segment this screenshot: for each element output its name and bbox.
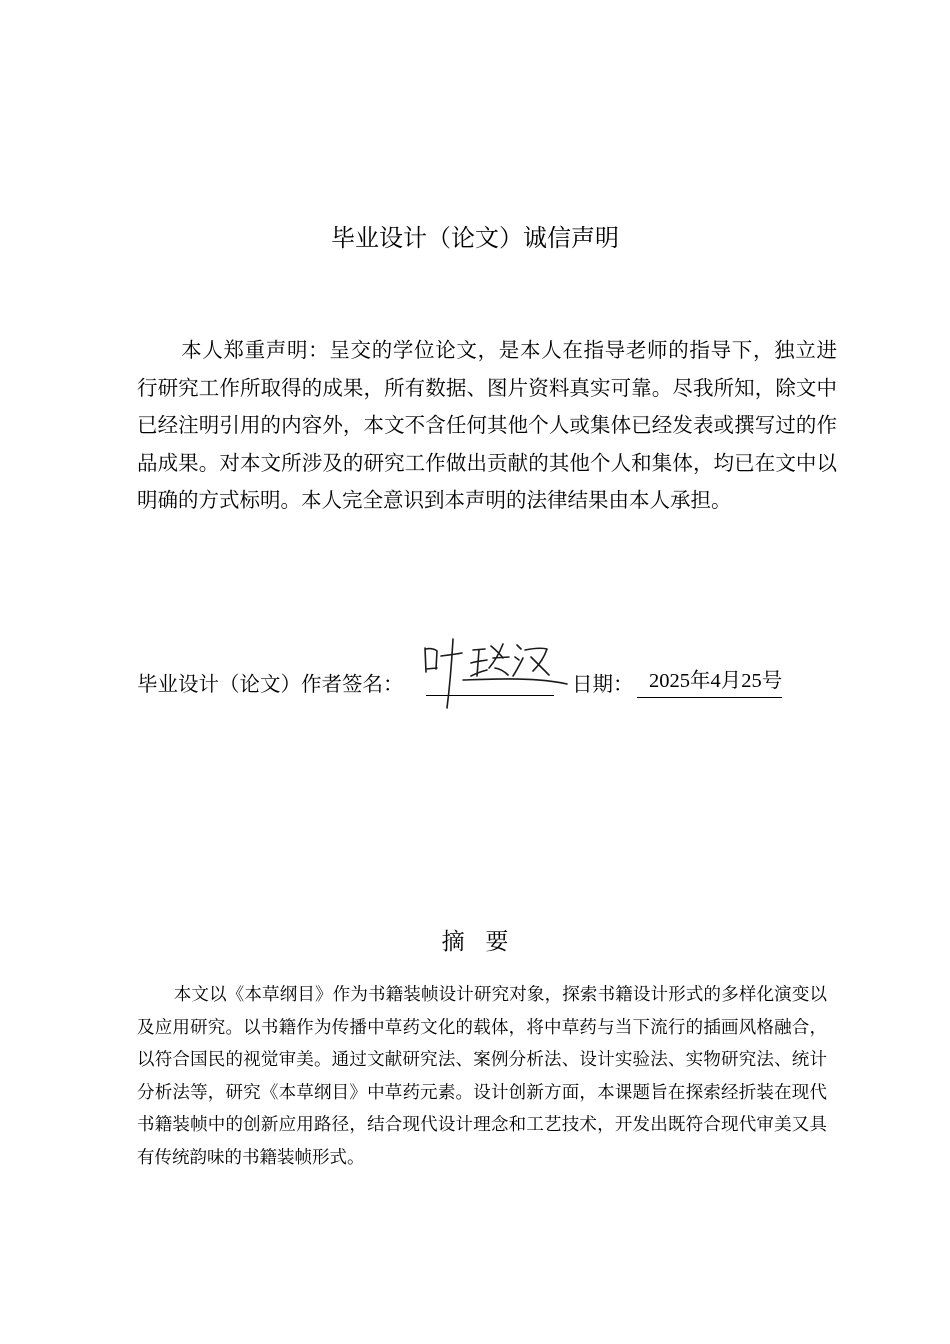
abstract-body: 本文以《本草纲目》作为书籍装帧设计研究对象，探索书籍设计形式的多样化演变以及应用研究。以书籍作为传播中草药文化的载体，将中草药与当下流行的插画风格融合，以符合国民的视觉审美。通过文献研究法、案例分析法、设计实验法、实物研究法、统计分析法等，研究《本草纲目》中草药元素。设计创新方面，本课题旨在探索经折装在现代书籍装帧中的创新应用路径，结合现代设计理念和工艺技术，开发出既符合现代审美又具有传统韵味的书籍装帧形式。 [137, 985, 827, 1168]
signature-row [137, 666, 837, 702]
declaration-title: 毕业设计（论文）诚信声明 [331, 224, 619, 252]
handwritten-signature [417, 636, 567, 712]
date-label: 日期： [572, 672, 634, 696]
declaration-body: 本人郑重声明：呈交的学位论文，是本人在指导老师的指导下，独立进行研究工作所取得的成果，所有数据、图片资料真实可靠。尽我所知，除文中已经注明引用的内容外，本文不含任何其他个人或集体已经发表或撰写过的作品成果。对本文所涉及的研究工作做出贡献的其他个人和集体，均已在文中以明确的方式标明。本人完全意识到本声明的法律结果由本人承担。 [137, 338, 837, 512]
abstract-title: 摘要 [441, 929, 530, 955]
date-value: 2025年4月25号 [637, 666, 782, 698]
author-signature-label: 毕业设计（论文）作者签名： [137, 672, 404, 696]
